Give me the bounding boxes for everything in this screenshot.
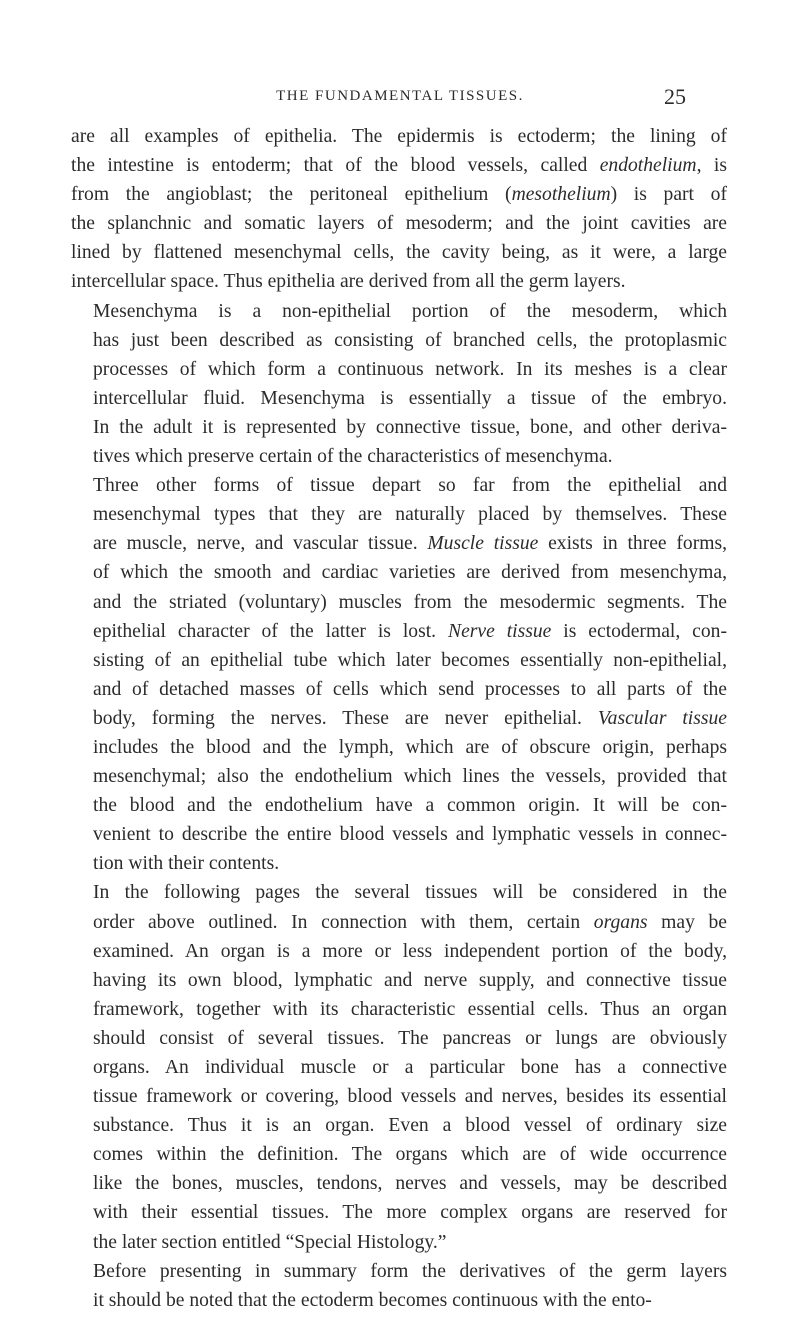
text-line: epithelial character of the latter is lost. Nerve tissue is ectodermal, con- (93, 620, 727, 642)
text-line: and the striated (voluntary) muscles from the mesodermic segments. The (93, 591, 727, 613)
text-line: are muscle, nerve, and vascular tissue. Muscle tissue exists in three forms, (93, 533, 727, 555)
text-line: are all examples of epithelia. The epidermis is ectoderm; the lining of (71, 126, 727, 147)
body-text (71, 122, 727, 1315)
text-line: has just been described as consisting of branched cells, the protoplasmic (93, 329, 727, 351)
text-line: the splanchnic and somatic layers of mesoderm; and the joint cavities are (71, 213, 727, 235)
text-line: with their essential tissues. The more complex organs are reserved for (93, 1202, 727, 1224)
text-line: substance. Thus it is an organ. Even a blood vessel of ordinary size (93, 1115, 727, 1137)
text-line: Before presenting in summary form the derivatives of the germ layers (93, 1260, 727, 1282)
text-line: it should be noted that the ectoderm becomes continuous with the ento- (93, 1289, 652, 1311)
text-line: tissue framework or covering, blood vessels and nerves, besides its essential (93, 1086, 727, 1108)
text-line: should consist of several tissues. The pancreas or lungs are obviously (93, 1027, 727, 1049)
text-line: organs. An individual muscle or a particular bone has a connective (93, 1057, 727, 1078)
text-line: of which the smooth and cardiac varieties are derived from mesenchyma, (93, 562, 727, 584)
text-line: comes within the definition. The organs which are of wide occurrence (93, 1144, 727, 1166)
text-line: includes the blood and the lymph, which are of obscure origin, perhaps (93, 736, 727, 758)
paragraph (71, 471, 727, 878)
text-line: processes of which form a continuous network. In its meshes is a clear (93, 358, 727, 380)
text-line: Mesenchyma is a non-epithelial portion of the mesoderm, which (93, 300, 727, 322)
text-line: and of detached masses of cells which send processes to all parts of the (93, 678, 727, 700)
paragraph (71, 1257, 727, 1315)
text-line: the later section entitled “Special Histology.” (93, 1231, 447, 1253)
text-line: sisting of an epithelial tube which later becomes essentially non-epithelial, (93, 649, 727, 671)
text-line: examined. An organ is a more or less independent portion of the body, (93, 940, 727, 962)
text-line: mesenchymal types that they are naturally placed by themselves. These (93, 504, 727, 526)
page-number: 25 (664, 84, 686, 109)
italic-term: Nerve tissue (448, 620, 552, 642)
paragraph (71, 878, 727, 1256)
text-line: mesenchymal; also the endothelium which lines the vessels, provided that (93, 766, 727, 788)
text-line: the intestine is entoderm; that of the blood vessels, called endothelium, is (71, 155, 727, 177)
text-line: having its own blood, lymphatic and nerve supply, and connective tissue (93, 969, 727, 991)
text-line: venient to describe the entire blood vessels and lymphatic vessels in connec- (93, 824, 727, 846)
text-line: lined by flattened mesenchymal cells, the cavity being, as it were, a large (71, 242, 727, 264)
text-line: Three other forms of tissue depart so far from the epithelial and (93, 475, 727, 497)
text-line: intercellular space. Thus epithelia are derived from all the germ layers. (71, 271, 626, 293)
text-line: In the following pages the several tissues will be considered in the (93, 882, 727, 904)
text-line: tives which preserve certain of the characteristics of mesenchyma. (93, 446, 613, 468)
italic-term: Muscle tissue (427, 533, 539, 555)
italic-term: organs (593, 911, 648, 933)
text-line: framework, together with its characteristic essential cells. Thus an organ (93, 998, 727, 1020)
italic-term: endothelium (599, 155, 697, 177)
text-line: body, forming the nerves. These are never epithelial. Vascular tissue (93, 707, 727, 729)
text-line: the blood and the endothelium have a common origin. It will be con- (93, 795, 727, 817)
text-line: In the adult it is represented by connective tissue, bone, and other deriva- (93, 416, 727, 438)
text-line: from the angioblast; the peritoneal epithelium (mesothelium) is part of (71, 184, 727, 206)
paragraph (71, 297, 727, 472)
text-line: intercellular fluid. Mesenchyma is essentially a tissue of the embryo. (93, 387, 727, 409)
text-line: order above outlined. In connection with them, certain organs may be (93, 911, 728, 933)
italic-term: Vascular tissue (597, 707, 727, 729)
text-line: like the bones, muscles, tendons, nerves and vessels, may be described (93, 1173, 727, 1195)
running-header: THE FUNDAMENTAL TISSUES. (276, 88, 524, 104)
italic-term: mesothelium (511, 184, 611, 206)
text-line: tion with their contents. (93, 853, 280, 875)
paragraph (71, 122, 727, 297)
